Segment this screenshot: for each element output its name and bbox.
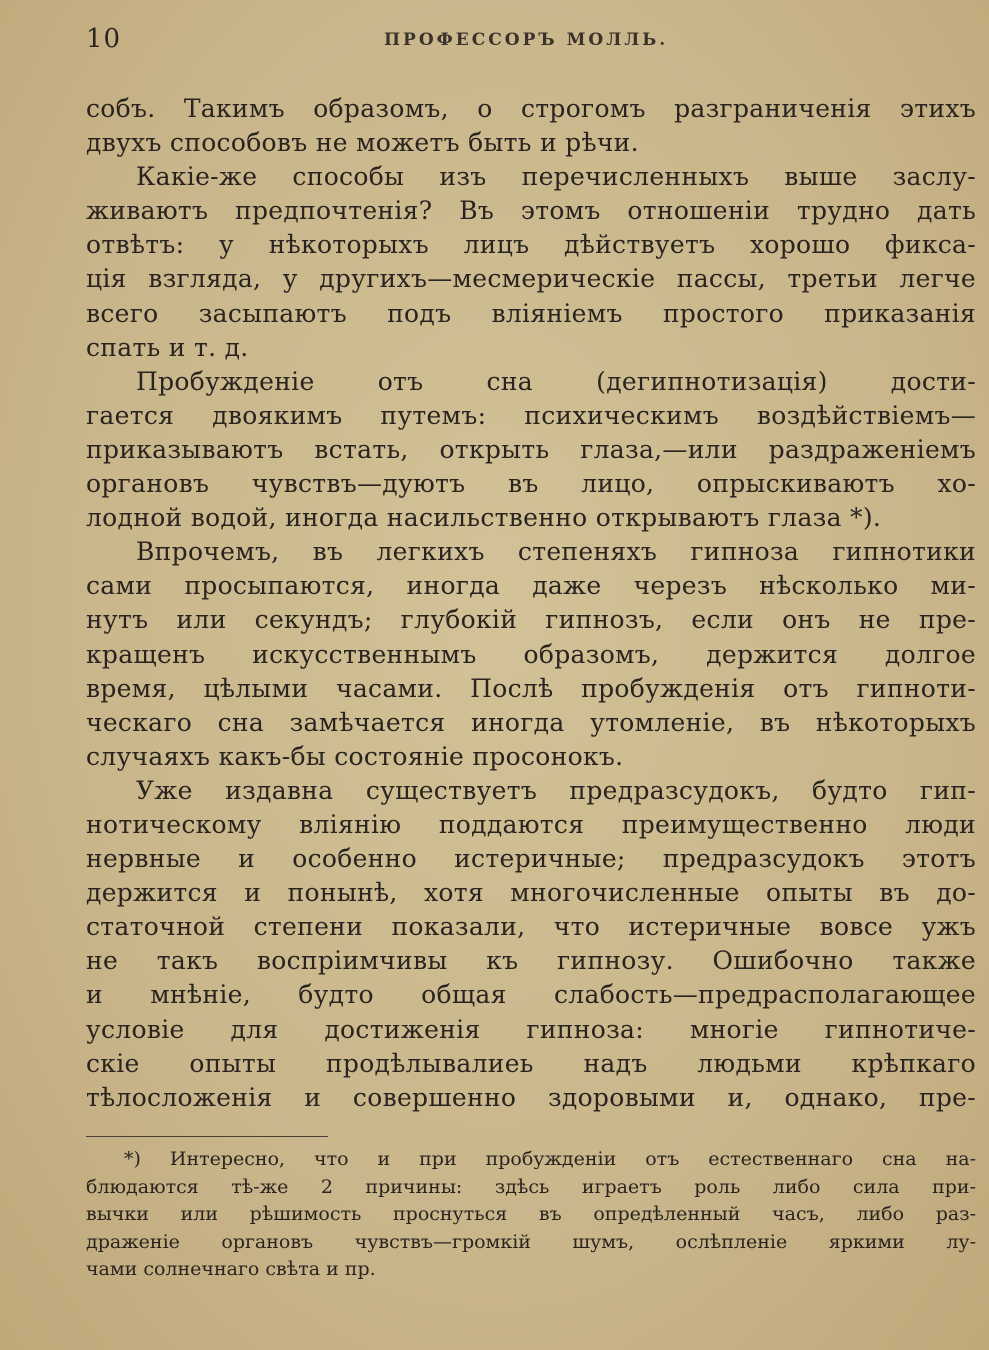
- footnote-line: вычки или рѣшимость проснуться въ опредѣленный часъ, либо раз-: [86, 1203, 976, 1225]
- text-line: статочной степени показали, что истеричные вовсе ужъ: [86, 912, 976, 942]
- text-line: ція взгляда, у другихъ—месмерическіе пассы, третьи легче: [86, 264, 976, 294]
- text-line: Уже издавна существуетъ предразсудокъ, будто гип-: [136, 775, 976, 805]
- text-line: держится и понынѣ, хотя многочисленные опыты въ до-: [86, 878, 976, 908]
- footnote-line: *) Интересно, что и при пробужденіи отъ естественнаго сна на-: [124, 1148, 976, 1170]
- text-line: нутъ или секундъ; глубокій гипнозъ, если онъ не пре-: [86, 605, 976, 635]
- text-line: сами просыпаются, иногда даже черезъ нѣсколько ми-: [86, 571, 976, 601]
- text-line: ческаго сна замѣчается иногда утомленіе, въ нѣкоторыхъ: [86, 707, 976, 737]
- footnote-line: чами солнечнаго свѣта и пр.: [86, 1258, 376, 1280]
- running-title: ПРОФЕССОРЪ МОЛЛЬ.: [384, 30, 669, 50]
- footnote: [86, 1146, 976, 1284]
- text-line: органовъ чувствъ—дуютъ въ лицо, опрыскиваютъ хо-: [86, 469, 976, 499]
- text-line: двухъ способовъ не можетъ быть и рѣчи.: [86, 128, 639, 158]
- page-header: [86, 24, 975, 60]
- footnote-line: драженіе органовъ чувствъ—громкій шумъ, ослѣпленіе яркими лу-: [86, 1230, 976, 1253]
- text-line: случаяхъ какъ-бы состояніе просонокъ.: [86, 741, 624, 771]
- text-line: Пробужденіе отъ сна (дегипнотизація) дости-: [136, 366, 976, 396]
- text-line: тѣлосложенія и совершенно здоровыми и, однако, пре-: [86, 1082, 976, 1112]
- text-line: отвѣтъ: у нѣкоторыхъ лицъ дѣйствуетъ хорошо фикса-: [86, 230, 976, 260]
- text-line: всего засыпаютъ подъ вліяніемъ простого приказанія: [86, 298, 976, 328]
- page-number: 10: [86, 24, 122, 54]
- text-line: условіе для достиженія гипноза: многіе гипнотиче-: [86, 1014, 976, 1044]
- text-line: нервные и особенно истеричные; предразсудокъ этотъ: [86, 844, 976, 874]
- text-line: лодной водой, иногда насильственно открываютъ глаза *).: [86, 503, 882, 533]
- text-line: Впрочемъ, въ легкихъ степеняхъ гипноза гипнотики: [136, 537, 976, 567]
- footnote-divider: [86, 1136, 328, 1137]
- text-line: кращенъ искусственнымъ образомъ, держится долгое: [86, 639, 976, 669]
- text-line: нотическому вліянію поддаются преимущественно люди: [86, 809, 976, 839]
- text-line: собъ. Такимъ образомъ, о строгомъ разграниченія этихъ: [86, 94, 976, 123]
- text-line: время, цѣлыми часами. Послѣ пробужденія отъ гипноти-: [86, 673, 976, 703]
- footnote-line: блюдаются тѣ-же 2 причины: здѣсь играетъ роль либо сила при-: [86, 1175, 976, 1198]
- text-line: скіе опыты продѣлывалиеь надъ людьми крѣпкаго: [86, 1048, 976, 1078]
- text-line: гается двоякимъ путемъ: психическимъ воздѣйствіемъ—: [86, 400, 976, 430]
- main-text: [86, 92, 976, 1115]
- text-line: не такъ воспріимчивы къ гипнозу. Ошибочно также: [86, 946, 976, 976]
- text-line: приказываютъ встать, открыть глаза,—или раздраженіемъ: [86, 434, 976, 464]
- text-line: живаютъ предпочтенія? Въ этомъ отношеніи трудно дать: [86, 196, 976, 226]
- text-line: Какіе-же способы изъ перечисленныхъ выше заслу-: [136, 162, 976, 192]
- text-line: и мнѣніе, будто общая слабость—предрасполагающее: [86, 980, 976, 1010]
- text-line: спать и т. д.: [86, 332, 249, 362]
